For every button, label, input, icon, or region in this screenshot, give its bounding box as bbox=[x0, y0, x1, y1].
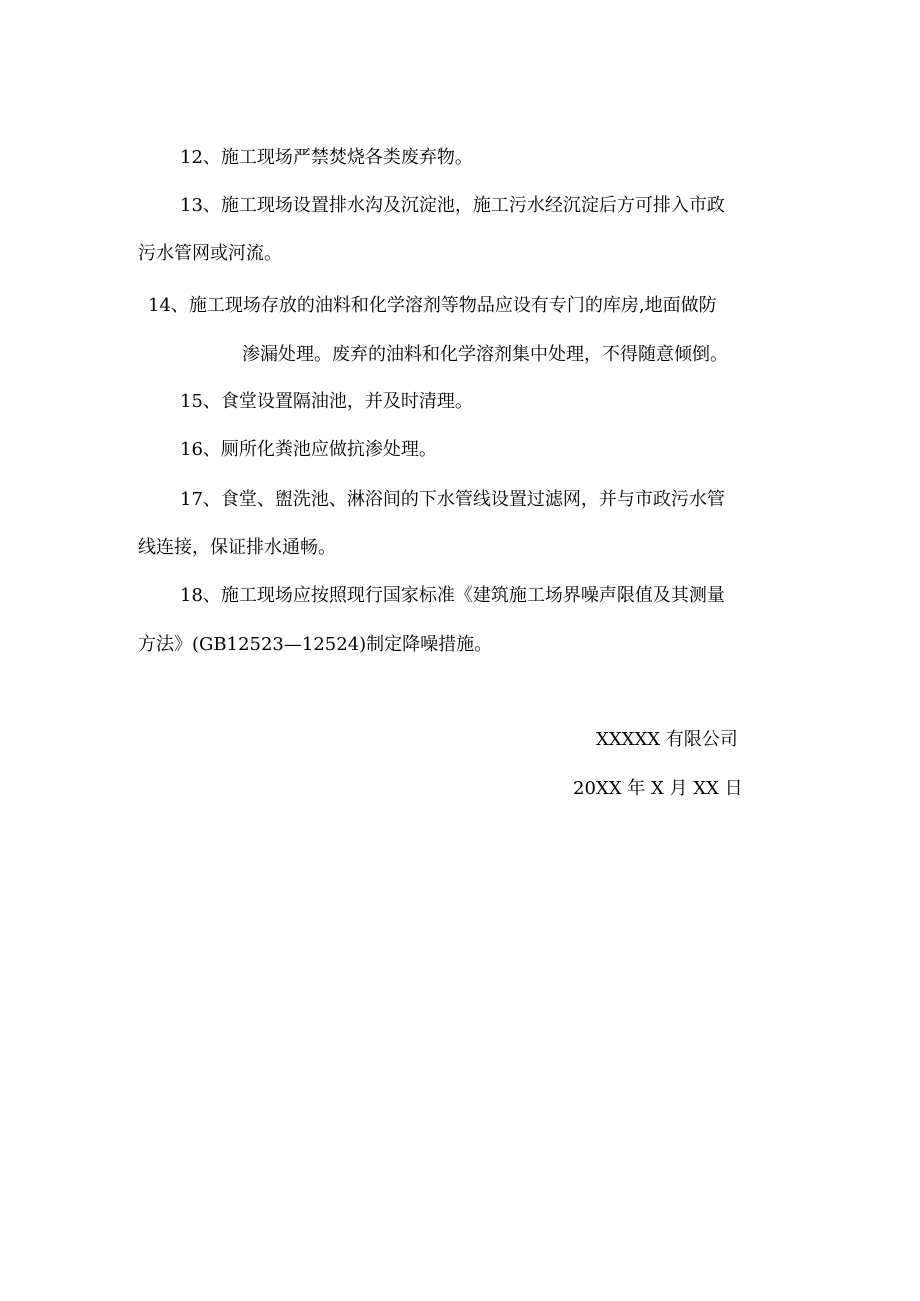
signature-company: XXXXX 有限公司 bbox=[596, 729, 738, 750]
item-12-line-1: 12、施工现场严禁焚烧各类废弃物。 bbox=[180, 147, 473, 168]
item-16-line-1: 16、厕所化粪池应做抗渗处理。 bbox=[180, 439, 437, 460]
item-14-line-1: 14、施工现场存放的油料和化学溶剂等物品应设有专门的库房,地面做防 bbox=[148, 295, 717, 316]
item-18-line-2: 方法》(GB12523—12524)制定降噪措施。 bbox=[138, 634, 493, 655]
item-17-line-1: 17、食堂、盥洗池、淋浴间的下水管线设置过滤网，并与市政污水管 bbox=[180, 489, 725, 510]
item-17-line-2: 线连接，保证排水通畅。 bbox=[138, 537, 336, 558]
item-14-line-2: 渗漏处理。废弃的油料和化学溶剂集中处理，不得随意倾倒。 bbox=[242, 344, 728, 365]
item-13-line-1: 13、施工现场设置排水沟及沉淀池，施工污水经沉淀后方可排入市政 bbox=[180, 195, 725, 216]
item-18-line-1: 18、施工现场应按照现行国家标准《建筑施工场界噪声限值及其测量 bbox=[180, 585, 725, 606]
item-15-line-1: 15、食堂设置隔油池，并及时清理。 bbox=[180, 391, 473, 412]
signature-date: 20XX 年 X 月 XX 日 bbox=[573, 778, 743, 799]
item-13-line-2: 污水管网或河流。 bbox=[138, 243, 282, 264]
